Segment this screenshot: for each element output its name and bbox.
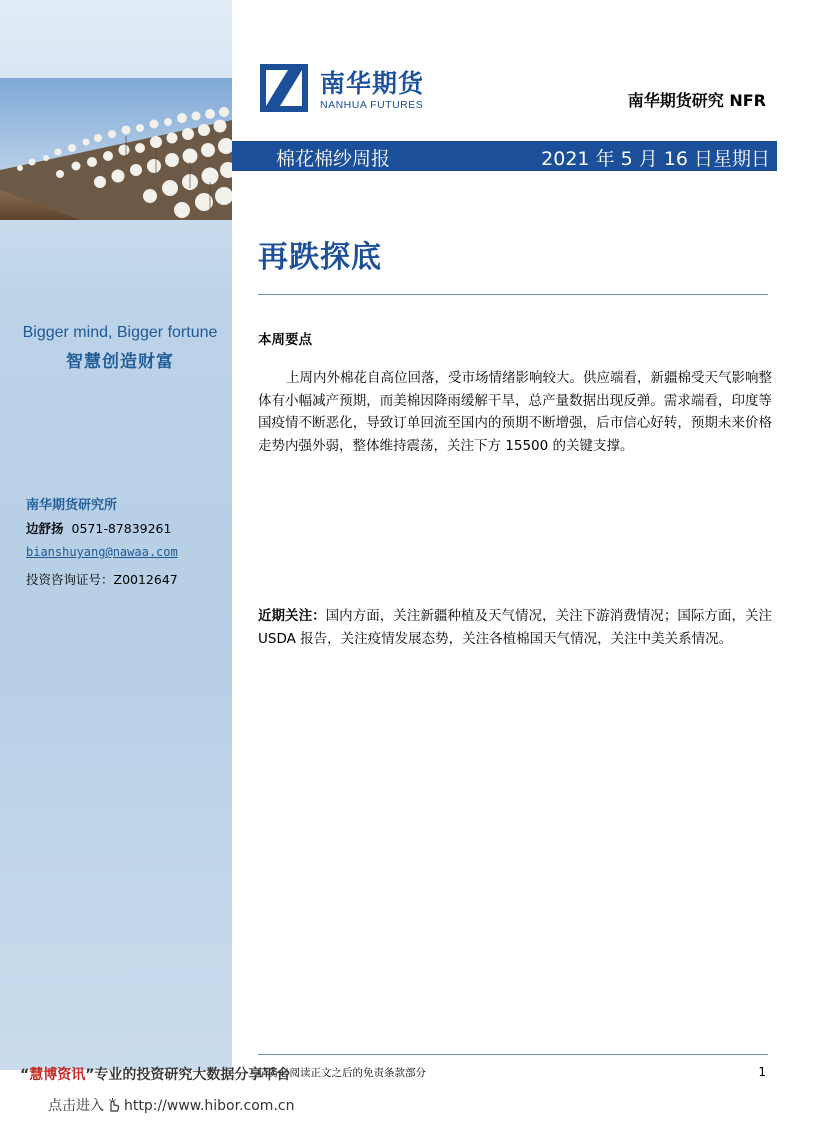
research-label: 南华期货研究 NFR [627,91,766,110]
report-date: 2021 年 5 月 16 日星期日 [541,148,770,170]
watermark-brand: 慧博资讯 [29,1067,86,1083]
slogan-chinese: 智慧创造财富 [66,352,174,372]
watermark-line1 [20,1064,290,1084]
analyst-contact [26,519,171,537]
footer-divider [258,1054,768,1055]
recent-focus-label: 近期关注： [258,608,326,624]
analyst-phone: 0571-87839261 [71,521,172,536]
logo-chinese-text: 南华期货 [320,69,425,98]
hand-pointer-icon [106,1097,122,1113]
watermark-quote-open: “ [20,1067,30,1083]
report-type: 棉花棉纱周报 [276,148,391,170]
disclaimer-note: 请务必阅读正文之后的免责条款部分 [258,1067,426,1079]
key-points-heading: 本周要点 [258,332,312,348]
analyst-name: 边舒扬 [26,521,64,536]
key-points-body: 上周内外棉花自高位回落，受市场情绪影响较大。供应端看，新疆棉受天气影响整体有小幅减产预期，而美棉因降雨缓解干旱，总产量数据出现反弹。需求端看，印度等国疫情不断恶化，导致订单回流至国内的预期不断增强，后市信心好转，预期未来价格走势内强外弱，整体维持震荡，关注下方 15500 的关键支撑。 [258,370,772,454]
banner-left-cap [232,141,260,171]
recent-focus-body: 国内方面，关注新疆种植及天气情况，关注下游消费情况；国际方面，关注 USDA 报告，关注疫情发展态势，关注各植棉国天气情况，关注中美关系情况。 [258,608,773,647]
title-divider [258,294,768,295]
cotton-field-photo [0,78,232,220]
watermark-slogan: ”专业的投资研究大数据分享平台 [85,1067,291,1083]
page-number: 1 [758,1065,766,1079]
analyst-email-link[interactable]: bianshuyang@nawaa.com [26,545,178,559]
nanhua-logo-icon [260,64,308,112]
logo-english-text: NANHUA FUTURES [320,99,424,111]
watermark-line2[interactable] [48,1095,294,1115]
watermark-url-link[interactable]: http://www.hibor.com.cn [124,1098,295,1114]
slogan-english: Bigger mind, Bigger fortune [22,324,218,341]
watermark-prefix: 点击进入 [48,1098,104,1114]
recent-focus [258,605,772,650]
institute-name: 南华期货研究所 [26,498,118,513]
license-number: 投资咨询证号：Z0012647 [26,572,178,587]
report-title: 再跌探底 [258,240,382,275]
